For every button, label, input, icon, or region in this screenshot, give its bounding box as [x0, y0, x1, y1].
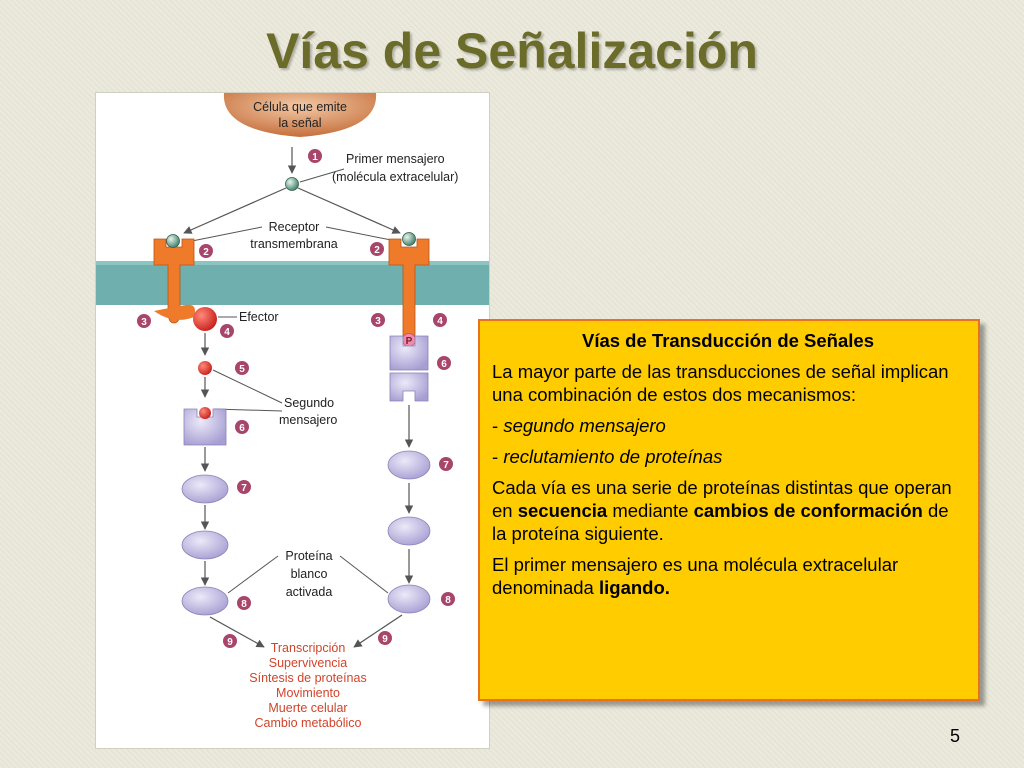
target-label-3: activada	[285, 585, 333, 599]
protein	[388, 451, 430, 479]
target-label-1: Proteína	[285, 549, 333, 563]
signaling-diagram	[95, 92, 490, 749]
phosphate-label: P	[405, 336, 413, 347]
bold-text: secuencia	[517, 500, 608, 521]
target-label-2: blanco	[290, 567, 328, 581]
arrow	[210, 617, 264, 647]
effector	[193, 307, 217, 331]
bullet-dash: -	[492, 446, 504, 467]
receptor-label-1: Receptor	[268, 220, 320, 234]
text-run: Cada vía es una serie de proteínas distintas que operan en	[492, 477, 952, 521]
step-number: 2	[374, 245, 380, 256]
protein	[388, 517, 430, 545]
leader-line	[213, 370, 282, 403]
text-run: de la proteína siguiente.	[492, 500, 949, 544]
adaptor-protein	[390, 336, 428, 401]
slide-title: Vías de Señalización	[266, 23, 758, 79]
outcome-item: Cambio metabólico	[254, 716, 362, 730]
step-number: 9	[382, 634, 388, 645]
step-number: 6	[239, 423, 245, 434]
outcome-item: Supervivencia	[268, 656, 348, 670]
leader-line	[228, 556, 278, 593]
step-number: 5	[239, 364, 245, 375]
step-number: 2	[203, 247, 209, 258]
bullet-dash: -	[492, 415, 504, 436]
step-number: 1	[312, 152, 318, 163]
info-box	[478, 319, 980, 701]
bullet-second-messenger	[492, 414, 964, 437]
second-messenger-label-2: mensajero	[279, 413, 338, 427]
outcome-item: Movimiento	[276, 686, 340, 700]
text-run: El primer mensajero es una molécula extracelular denominada	[492, 554, 899, 598]
kinase-protein	[184, 407, 226, 445]
first-messenger-molecule	[286, 178, 299, 191]
step-number: 9	[227, 637, 233, 648]
bullet-text: reclutamiento de proteínas	[503, 446, 723, 467]
target-protein	[182, 587, 228, 615]
step-number: 3	[375, 316, 381, 327]
page-number: 5	[949, 726, 960, 746]
bold-text: cambios de conformación	[693, 500, 923, 521]
step-number: 8	[445, 595, 451, 606]
leader-line	[340, 556, 388, 593]
effector-label: Efector	[239, 310, 279, 324]
info-paragraph	[492, 476, 964, 545]
info-box-heading: Vías de Transducción de Señales	[581, 330, 874, 351]
arrow	[354, 615, 402, 647]
outcome-item: Muerte celular	[268, 701, 348, 715]
cell-membrane	[96, 261, 489, 305]
cell-label-1: Célula que emite	[253, 100, 347, 114]
step-number: 7	[443, 460, 449, 471]
diagram-svg	[96, 93, 489, 748]
protein	[182, 475, 228, 503]
bullet-text: segundo mensajero	[503, 415, 666, 436]
bold-text: ligando.	[598, 577, 670, 598]
target-protein	[388, 585, 430, 613]
first-messenger-label-2: (molécula extracelular)	[332, 170, 459, 184]
step-number: 8	[241, 599, 247, 610]
cell-label-2: la señal	[278, 116, 322, 130]
step-number: 4	[437, 316, 443, 327]
text-run: mediante	[607, 500, 694, 521]
outcome-item: Síntesis de proteínas	[249, 671, 367, 685]
step-number: 4	[224, 327, 230, 338]
receptor-label-2: transmembrana	[250, 237, 338, 251]
outcome-item: Transcripción	[270, 641, 346, 655]
bullet-protein-recruitment	[492, 445, 964, 468]
info-paragraph	[492, 553, 964, 599]
step-number: 3	[141, 317, 147, 328]
first-messenger-label-1: Primer mensajero	[346, 152, 445, 166]
protein	[182, 531, 228, 559]
step-number: 7	[241, 483, 247, 494]
second-messenger-label-1: Segundo	[284, 396, 335, 410]
step-number: 6	[441, 359, 447, 370]
info-paragraph: La mayor parte de las transducciones de señal implican una combinación de estos dos mecanismos:	[492, 361, 949, 405]
second-messenger	[198, 361, 212, 375]
